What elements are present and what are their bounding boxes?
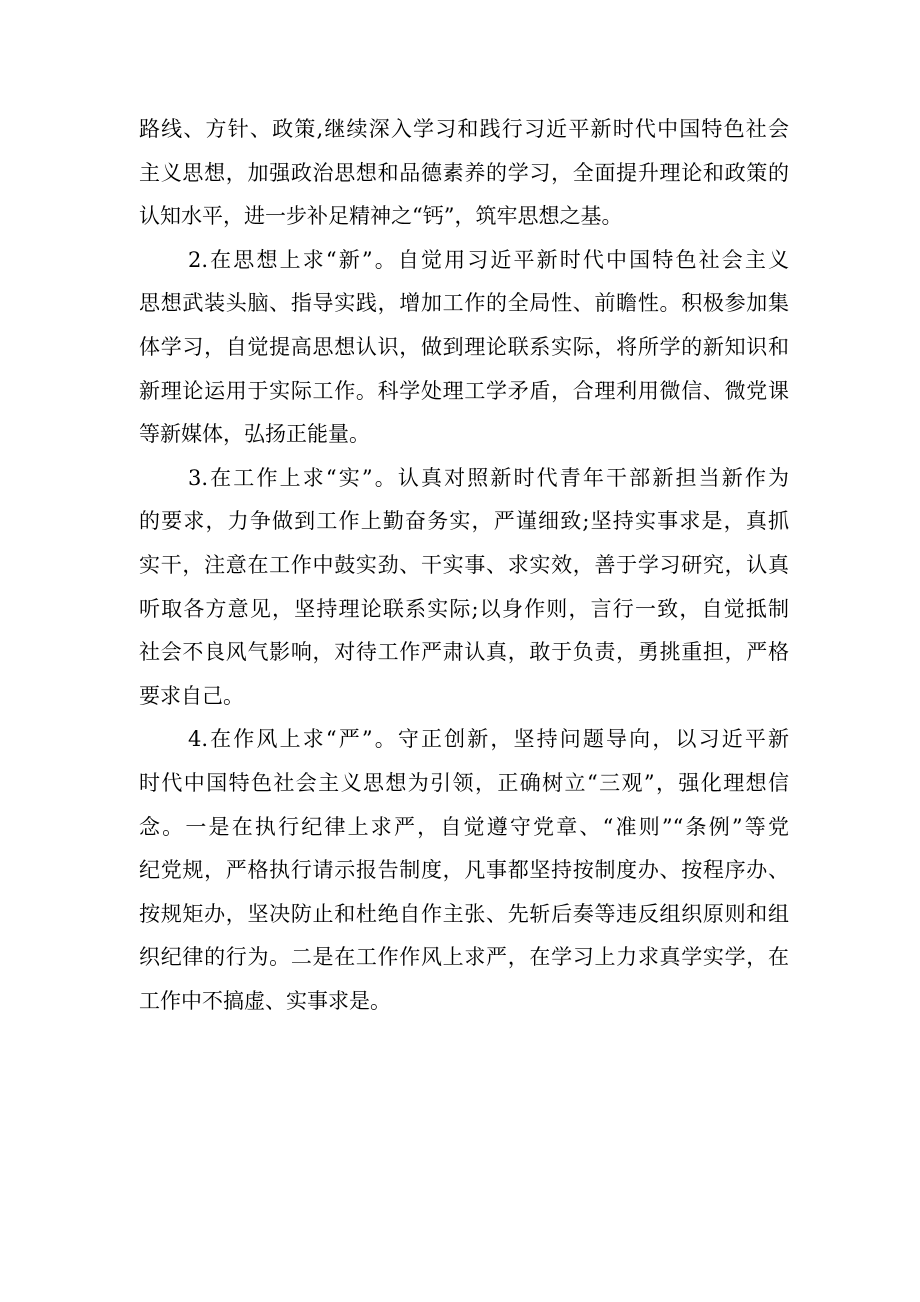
- document-body: [139, 108, 789, 1023]
- text-line: 路线、方针、政策,继续深入学习和践行习近平新时代中国特色社会: [139, 117, 789, 141]
- text-line: 按规矩办，坚决防止和杜绝自作主张、先斩后奏等违反组织原则和组: [139, 901, 789, 926]
- paragraph-continuation: [139, 108, 789, 239]
- text-line: 2.在思想上求“新”。自觉用习近平新时代中国特色社会主义: [188, 247, 789, 272]
- text-line: 织纪律的行为。二是在工作作风上求严，在学习上力求真学实学，在: [139, 945, 789, 970]
- text-line: 4.在作风上求“严”。守正创新，坚持问题导向，以习近平新: [188, 727, 789, 752]
- text-line: 主义思想，加强政治思想和品德素养的学习，全面提升理论和政策的: [139, 160, 789, 185]
- text-line: 新理论运用于实际工作。科学处理工学矛盾，合理利用微信、微党课: [139, 378, 789, 403]
- paragraph-item-4: [139, 718, 789, 1023]
- text-line: 时代中国特色社会主义思想为引领，正确树立“三观”，强化理想信: [139, 770, 789, 795]
- text-line: 思想武装头脑、指导实践，增加工作的全局性、前瞻性。积极参加集: [139, 291, 789, 316]
- text-line: 社会不良风气影响，对待工作严肃认真，敢于负责，勇挑重担，严格: [139, 640, 789, 665]
- text-line: 纪党规，严格执行请示报告制度，凡事都坚持按制度办、按程序办、: [139, 858, 789, 883]
- text-line: 工作中不搞虚、实事求是。: [139, 988, 391, 1013]
- text-line: 的要求，力争做到工作上勤奋务实，严谨细致;坚持实事求是，真抓: [139, 509, 789, 534]
- text-line: 实干，注意在工作中鼓实劲、干实事、求实效，善于学习研究，认真: [139, 552, 789, 577]
- text-line: 念。一是在执行纪律上求严，自觉遵守党章、“准则”“条例”等党: [139, 814, 789, 839]
- text-line: 等新媒体，弘扬正能量。: [139, 422, 370, 447]
- text-line: 要求自己。: [139, 683, 244, 708]
- text-line: 认知水平，进一步补足精神之“钙”，筑牢思想之基。: [139, 204, 623, 229]
- paragraph-item-3: [139, 457, 789, 719]
- text-line: 听取各方意见，坚持理论联系实际;以身作则，言行一致，自觉抵制: [139, 596, 789, 621]
- text-line: 体学习，自觉提高思想认识，做到理论联系实际，将所学的新知识和: [139, 334, 789, 359]
- text-line: 3.在工作上求“实”。认真对照新时代青年干部新担当新作为: [188, 465, 789, 490]
- paragraph-item-2: [139, 239, 789, 457]
